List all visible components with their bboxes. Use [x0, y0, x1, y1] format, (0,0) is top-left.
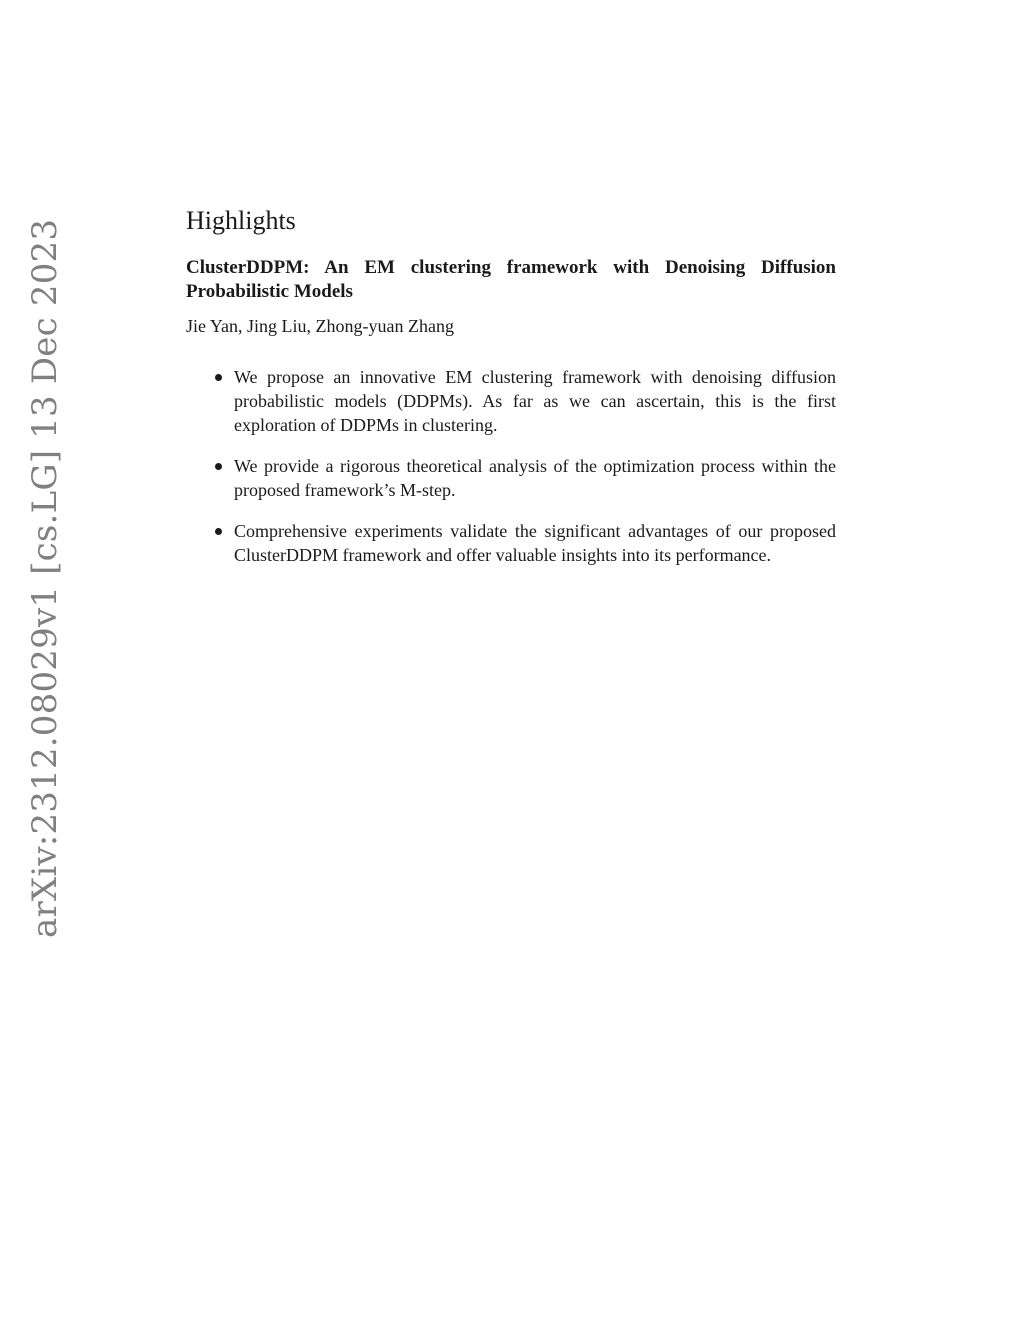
highlight-text: We propose an innovative EM clustering framework with denoising diffusion probabilistic models (DDPMs). As far as we can ascertain, this is the first exploration of DDPMs in clustering.: [234, 367, 836, 435]
highlight-text: Comprehensive experiments validate the significant advantages of our proposed ClusterDDPM framework and offer valuable insights into its performance.: [234, 521, 836, 565]
bullet-icon: [215, 528, 222, 535]
paper-title: ClusterDDPM: An EM clustering framework with Denoising Diffusion Probabilistic Models: [186, 257, 836, 302]
highlight-item: [186, 454, 836, 502]
arxiv-identifier: arXiv:2312.08029v1 [cs.LG] 13 Dec 2023: [25, 218, 65, 938]
highlight-item: [186, 519, 836, 567]
highlights-list: [186, 365, 836, 567]
arxiv-side-stamp: [25, 218, 65, 938]
author-list: Jie Yan, Jing Liu, Zhong-yuan Zhang: [186, 316, 454, 336]
highlight-item: [186, 365, 836, 437]
highlight-text: We provide a rigorous theoretical analysis of the optimization process within the proposed framework’s M-step.: [234, 456, 836, 500]
bullet-icon: [215, 463, 222, 470]
section-heading: Highlights: [186, 206, 296, 235]
highlights-page: [186, 204, 836, 584]
bullet-icon: [215, 374, 222, 381]
